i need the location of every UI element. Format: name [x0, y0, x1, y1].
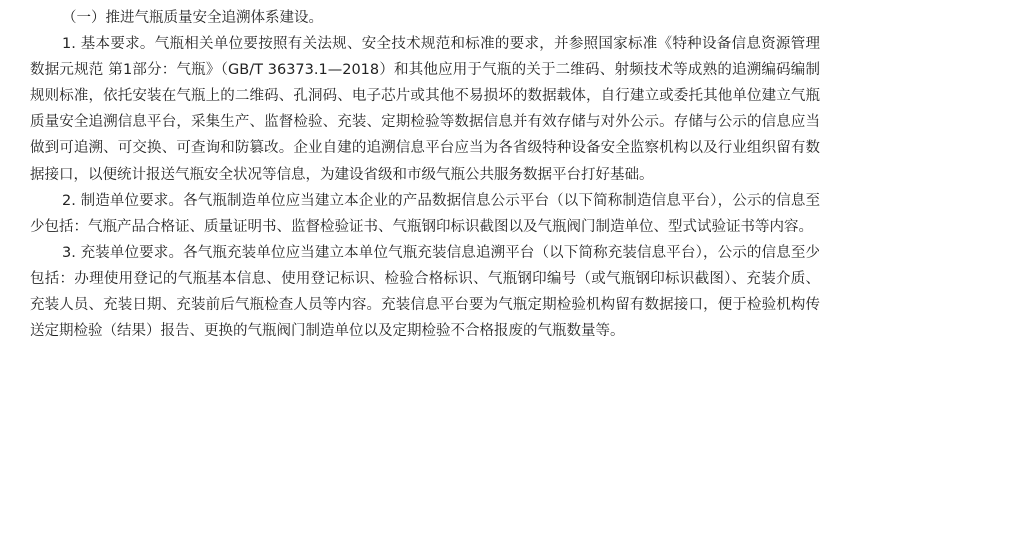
section-heading: （一）推进气瓶质量安全追溯体系建设。	[62, 10, 323, 26]
paragraph-filling-requirements: 3. 充装单位要求。各气瓶充装单位应当建立本单位气瓶充装信息追溯平台（以下简称充装信息平台），公示的信息至少包括：办理使用登记的气瓶基本信息、使用登记标识、检验合格标识、气瓶钢印编号（或气瓶钢印标识截图）、充装介质、充装人员、充装日期、充装前后气瓶检查人员等内容。充装信息平台要为气瓶定期检验机构留有数据接口，便于检验机构传送定期检验（结果）报告、更换的气瓶阀门制造单位以及定期检验不合格报废的气瓶数量等。	[30, 244, 820, 340]
document-body	[30, 0, 820, 344]
paragraph-manufacturer-requirements: 2. 制造单位要求。各气瓶制造单位应当建立本企业的产品数据信息公示平台（以下简称制造信息平台），公示的信息至少包括：气瓶产品合格证、质量证明书、监督检验证书、气瓶钢印标识截图以及气瓶阀门制造单位、型式试验证书等内容。	[30, 192, 820, 235]
paragraph-basic-requirements: 1. 基本要求。气瓶相关单位要按照有关法规、安全技术规范和标准的要求，并参照国家标准《特种设备信息资源管理 数据元规范 第1部分：气瓶》（GB/T 36373.1—2018）和其他应用于气瓶的关于二维码、射频技术等成熟的追溯编码编制规则标准，依托安装在气瓶上的二维码、孔洞码、电子芯片或其他不易损坏的数据载体，自行建立或委托其他单位建立气瓶质量安全追溯信息平台，采集生产、监督检验、充装、定期检验等数据信息并有效存储与对外公示。存储与公示的信息应当做到可追溯、可交换、可查询和防篡改。企业自建的追溯信息平台应当为各省级特种设备安全监察机构以及行业组织留有数据接口，以便统计报送气瓶安全状况等信息，为建设省级和市级气瓶公共服务数据平台打好基础。	[30, 36, 820, 183]
